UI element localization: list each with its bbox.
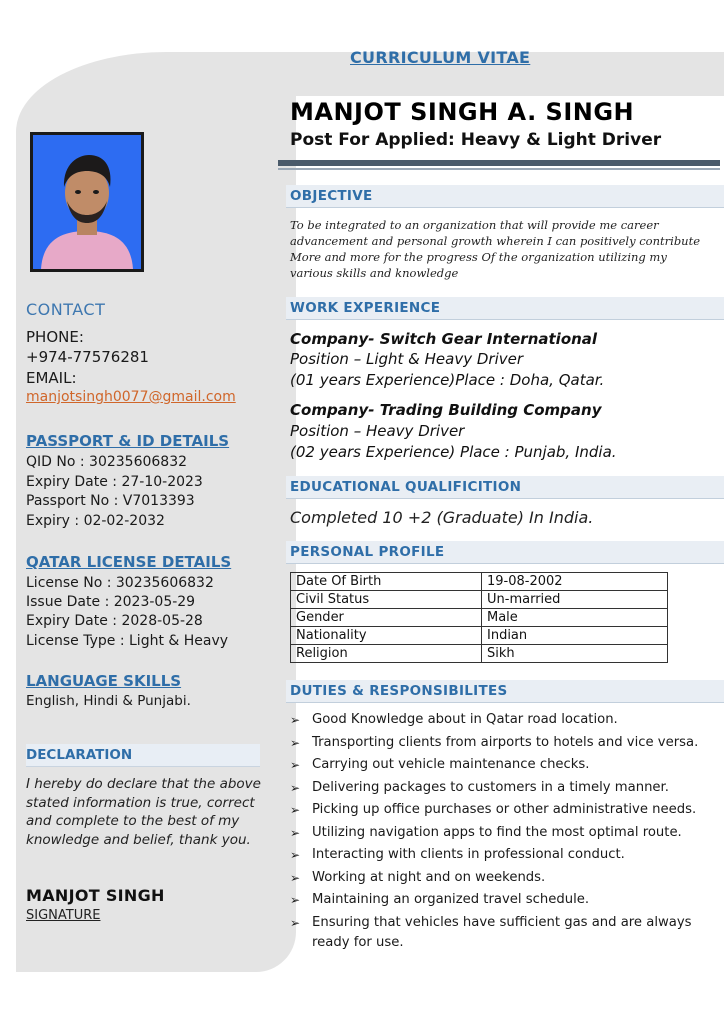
education-heading: EDUCATIONAL QUALIFICITION xyxy=(290,479,522,495)
education-section-bar xyxy=(286,476,724,499)
email-label: EMAIL: xyxy=(26,369,77,387)
document-title: CURRICULUM VITAE xyxy=(350,48,531,67)
duty-text: Interacting with clients in professional conduct. xyxy=(312,847,625,862)
list-item xyxy=(290,778,720,801)
job-company-name: Company- Switch Gear International xyxy=(290,330,598,348)
job-position: Position – Heavy Driver xyxy=(290,422,465,440)
arrow-bullet-icon: ➢ xyxy=(290,915,301,930)
license-line: Expiry Date : 2028-05-28 xyxy=(26,613,203,629)
table-row xyxy=(291,591,668,609)
job-company xyxy=(290,401,602,419)
signature-name: MANJOT SINGH xyxy=(26,886,165,905)
work-heading: WORK EXPERIENCE xyxy=(290,300,441,316)
job-position: Position – Light & Heavy Driver xyxy=(290,350,524,368)
list-item xyxy=(290,845,720,868)
profile-value: Sikh xyxy=(482,645,668,663)
objective-section-bar xyxy=(286,185,724,208)
passport-line: Expiry Date : 27-10-2023 xyxy=(26,474,203,490)
list-item xyxy=(290,733,720,756)
duty-text: Good Knowledge about in Qatar road location. xyxy=(312,712,618,727)
table-row xyxy=(291,609,668,627)
arrow-bullet-icon: ➢ xyxy=(290,825,301,840)
profile-value: Male xyxy=(482,609,668,627)
profile-value: Indian xyxy=(482,627,668,645)
license-line: License No : 30235606832 xyxy=(26,575,214,591)
duty-text: Picking up office purchases or other administrative needs. xyxy=(312,802,697,817)
duties-heading: DUTIES & RESPONSIBILITES xyxy=(290,683,508,699)
passport-line: Passport No : V7013393 xyxy=(26,493,195,509)
phone-value: +974-77576281 xyxy=(26,348,149,366)
header-divider-thin xyxy=(278,168,720,170)
objective-text: To be integrated to an organization that will provide me career advancement and personal growth wherein I can positively contribute More and more for the progress Of the organization utilizing my various skills and knowledge xyxy=(290,218,701,280)
passport-heading: PASSPORT & ID DETAILS xyxy=(26,432,230,450)
language-heading: LANGUAGE SKILLS xyxy=(26,672,182,690)
profile-section-bar xyxy=(286,541,724,564)
license-line: Issue Date : 2023-05-29 xyxy=(26,594,196,610)
declaration-heading: DECLARATION xyxy=(26,747,133,763)
job-company xyxy=(290,330,597,348)
job-company-name: Company- Trading Building Company xyxy=(290,401,602,419)
passport-line: QID No : 30235606832 xyxy=(26,454,188,470)
header-divider xyxy=(278,160,720,166)
profile-value: Un-married xyxy=(482,591,668,609)
email-link[interactable]: manjotsingh0077@gmail.com xyxy=(26,389,236,405)
arrow-bullet-icon: ➢ xyxy=(290,713,301,727)
profile-label: Civil Status xyxy=(291,591,482,609)
personal-profile-table xyxy=(290,572,668,663)
applied-position: Post For Applied: Heavy & Light Driver xyxy=(290,130,662,150)
contact-heading: CONTACT xyxy=(26,300,106,319)
signature-label: SIGNATURE xyxy=(26,908,101,923)
list-item xyxy=(290,800,720,823)
passport-line: Expiry : 02-02-2032 xyxy=(26,513,165,529)
list-item xyxy=(290,890,720,913)
arrow-bullet-icon: ➢ xyxy=(290,893,301,907)
arrow-bullet-icon: ➢ xyxy=(290,758,301,772)
duty-text: Carrying out vehicle maintenance checks. xyxy=(312,757,590,772)
arrow-bullet-icon: ➢ xyxy=(290,848,301,862)
job-detail: (01 years Experience)Place : Doha, Qatar. xyxy=(290,371,605,389)
profile-photo xyxy=(30,132,144,272)
table-row xyxy=(291,645,668,663)
profile-value: 19-08-2002 xyxy=(482,573,668,591)
license-heading: QATAR LICENSE DETAILS xyxy=(26,553,232,571)
phone-label: PHONE: xyxy=(26,328,84,346)
profile-label: Nationality xyxy=(291,627,482,645)
table-row xyxy=(291,573,668,591)
profile-label: Religion xyxy=(291,645,482,663)
duty-text: Working at night and on weekends. xyxy=(312,869,546,885)
list-item xyxy=(290,823,720,846)
table-row xyxy=(291,627,668,645)
duty-text: Utilizing navigation apps to find the most optimal route. xyxy=(312,824,682,840)
list-item xyxy=(290,868,720,891)
license-line: License Type : Light & Heavy xyxy=(26,633,229,649)
arrow-bullet-icon: ➢ xyxy=(290,803,301,817)
arrow-bullet-icon: ➢ xyxy=(290,735,301,750)
duty-text: Transporting clients from airports to hotels and vice versa. xyxy=(312,734,699,750)
job-detail: (02 years Experience) Place : Punjab, India. xyxy=(290,443,617,461)
declaration-text: I hereby do declare that the above stated information is true, correct and complete to the best of my knowledge and belief, thank you. xyxy=(26,776,261,848)
profile-label: Gender xyxy=(291,609,482,627)
work-section-bar xyxy=(286,297,724,320)
duty-text: Maintaining an organized travel schedule. xyxy=(312,892,590,907)
list-item xyxy=(290,755,720,778)
candidate-name: MANJOT SINGH A. SINGH xyxy=(290,98,635,126)
duties-section-bar xyxy=(286,680,724,703)
profile-label: Date Of Birth xyxy=(291,573,482,591)
duties-list xyxy=(290,710,720,953)
arrow-bullet-icon: ➢ xyxy=(290,870,301,885)
profile-heading: PERSONAL PROFILE xyxy=(290,544,445,560)
education-text: Completed 10 +2 (Graduate) In India. xyxy=(290,508,594,527)
arrow-bullet-icon: ➢ xyxy=(290,780,301,795)
duty-text: Ensuring that vehicles have sufficient gas and are always ready for use. xyxy=(312,914,692,950)
list-item xyxy=(290,913,720,953)
list-item xyxy=(290,710,720,733)
objective-heading: OBJECTIVE xyxy=(290,188,373,204)
languages-text: English, Hindi & Punjabi. xyxy=(26,693,191,709)
duty-text: Delivering packages to customers in a timely manner. xyxy=(312,779,669,795)
